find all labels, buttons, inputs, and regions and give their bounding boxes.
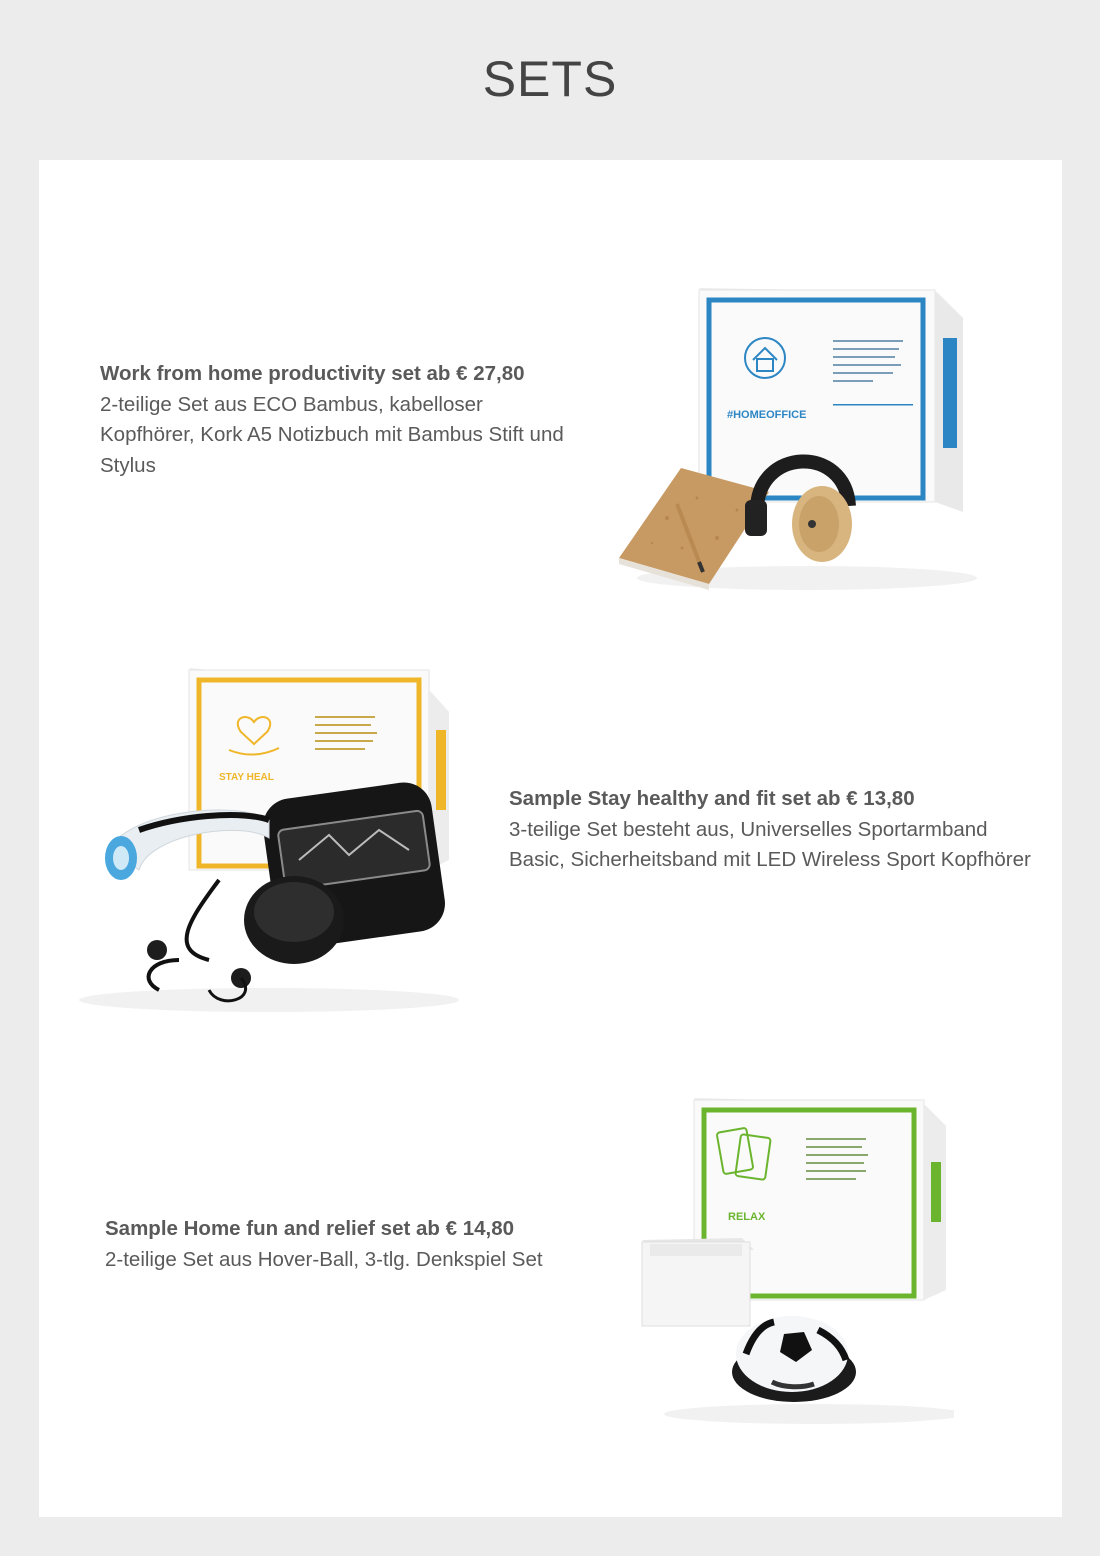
set-name: Sample Stay healthy and fit set ab € 13,80 xyxy=(509,787,915,810)
home-fun-set-image xyxy=(634,1092,954,1432)
box-label: STAY HEAL xyxy=(219,772,274,783)
box-label: #HOMEOFFICE xyxy=(727,409,807,421)
box-label: RELAX xyxy=(728,1211,766,1223)
set-description: 2-teilige Set aus Hover-Ball, 3-tlg. Denkspiel Set xyxy=(105,1247,543,1271)
set-item-stay-healthy xyxy=(509,784,1039,876)
set-description: 3-teilige Set besteht aus, Universelles Sportarmband Basic, Sicherheitsband mit LED Wireless Sport Kopfhörer xyxy=(509,817,1031,871)
page-title: SETS xyxy=(482,51,618,107)
stay-healthy-set-image xyxy=(69,660,489,1020)
set-name: Sample Home fun and relief set ab € 14,80 xyxy=(105,1217,515,1240)
set-item-work-from-home xyxy=(100,359,570,481)
content-panel xyxy=(39,160,1062,1517)
set-description: 2-teilige Set aus ECO Bambus, kabelloser Kopfhörer, Kork A5 Notizbuch mit Bambus Stift und Stylus xyxy=(100,392,564,477)
work-from-home-set-image xyxy=(607,248,982,598)
set-name: Work from home productivity set ab € 27,80 xyxy=(100,362,525,385)
set-item-home-fun xyxy=(105,1214,625,1275)
